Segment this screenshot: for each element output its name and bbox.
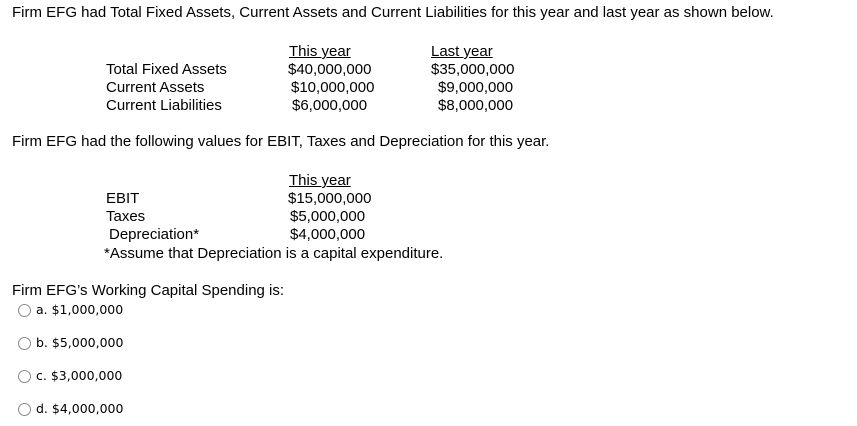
row-label-total-fixed-assets: Total Fixed Assets (106, 61, 227, 78)
row-label-depreciation: Depreciation* (109, 226, 200, 243)
value-total-fixed-assets-this-year: $40,000,000 (288, 61, 372, 78)
header-last-year: Last year (431, 43, 493, 60)
option-c-label[interactable]: c. $3,000,000 (36, 368, 123, 383)
value-depreciation: $4,000,000 (290, 226, 366, 243)
value-current-assets-this-year: $10,000,000 (291, 79, 375, 96)
row-label-taxes: Taxes (106, 208, 146, 225)
option-a[interactable] (18, 301, 123, 319)
value-current-liabilities-last-year: $8,000,000 (438, 97, 514, 114)
second-intro-text: Firm EFG had the following values for EBIT, Taxes and Depreciation for this year. (12, 133, 550, 150)
intro-text: Firm EFG had Total Fixed Assets, Current Assets and Current Liabilities for this year and last year as shown below. (12, 4, 774, 21)
option-b-label[interactable]: b. $5,000,000 (36, 335, 124, 350)
option-b[interactable] (18, 334, 123, 352)
value-current-liabilities-this-year: $6,000,000 (292, 97, 368, 114)
option-d-label[interactable]: d. $4,000,000 (36, 401, 124, 416)
question-text: Firm EFG’s Working Capital Spending is: (12, 282, 285, 299)
value-ebit: $15,000,000 (288, 190, 372, 207)
row-label-current-liabilities: Current Liabilities (106, 97, 222, 114)
radio-button-d[interactable] (18, 403, 31, 416)
radio-button-b[interactable] (18, 337, 31, 350)
value-current-assets-last-year: $9,000,000 (438, 79, 514, 96)
option-d[interactable] (18, 400, 123, 418)
footnote: *Assume that Depreciation is a capital expenditure. (104, 245, 444, 262)
income-header-this-year: This year (289, 172, 351, 189)
option-c[interactable] (18, 367, 122, 385)
header-this-year: This year (289, 43, 351, 60)
radio-button-c[interactable] (18, 370, 31, 383)
option-a-label[interactable]: a. $1,000,000 (36, 302, 124, 317)
value-taxes: $5,000,000 (290, 208, 366, 225)
row-label-current-assets: Current Assets (106, 79, 205, 96)
row-label-ebit: EBIT (106, 190, 140, 207)
value-total-fixed-assets-last-year: $35,000,000 (431, 61, 515, 78)
radio-button-a[interactable] (18, 304, 31, 317)
